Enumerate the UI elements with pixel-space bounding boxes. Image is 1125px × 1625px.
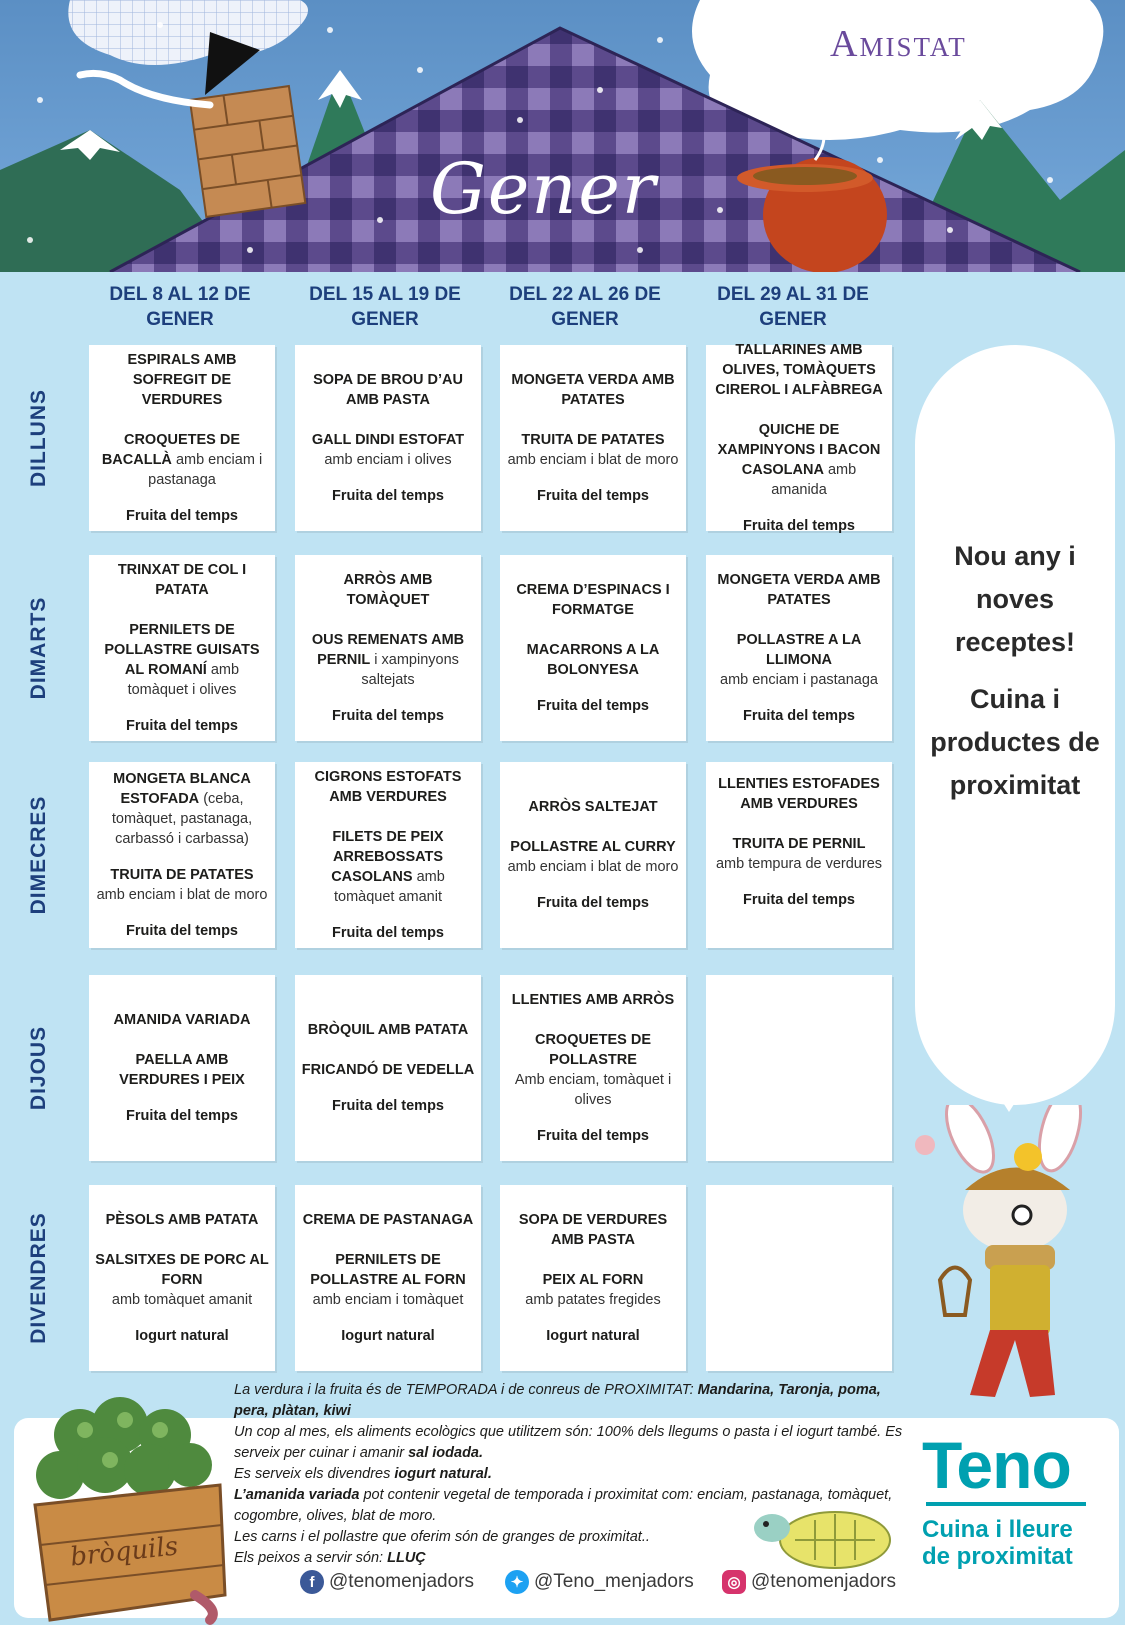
bubble-line-1: Nou any i noves receptes! (954, 541, 1076, 657)
rabbit-mascot-illustration (910, 1105, 1120, 1415)
month-title: Gener (430, 148, 658, 230)
note-meat: Les carns i el pollastre que oferim són de granges de proximitat.. (234, 1529, 650, 1545)
menu-cell-divendres-week4-empty (706, 1185, 892, 1371)
note-fish: Els peixos a servir són: LLUÇ (234, 1550, 426, 1566)
facebook-handle: @tenomenjadors (329, 1571, 474, 1592)
menu-cell-dimarts-week4: MONGETA VERDA AMB PATATES POLLASTRE A LA LLIMONA amb enciam i pastanaga Fruita del temps (706, 555, 892, 741)
broccoli-crate-illustration (20, 1395, 230, 1625)
menu-cell-dimarts-week1: TRINXAT DE COL I PATATA PERNILETS DE POLLASTRE GUISATS AL ROMANÍ amb tomàquet i olives Fruita del temps (89, 555, 275, 741)
twitter-icon: ✦ (505, 1570, 529, 1594)
menu-cell-divendres-week2: CREMA DE PASTANAGA PERNILETS DE POLLASTRE AL FORN amb enciam i tomàquet Iogurt natural (295, 1185, 481, 1371)
menu-cell-divendres-week1: PÈSOLS AMB PATATA SALSITXES DE PORC AL FORN amb tomàquet amanit Iogurt natural (89, 1185, 275, 1371)
menu-cell-dijous-week1: AMANIDA VARIADA PAELLA AMB VERDURES I PEIX Fruita del temps (89, 975, 275, 1161)
header-illustration (0, 0, 1125, 272)
day-label-divendres: DIVENDRES (27, 1211, 50, 1344)
menu-cell-dilluns-week3: MONGETA VERDA AMB PATATES TRUITA DE PATATES amb enciam i blat de moro Fruita del temps (500, 345, 686, 531)
instagram-handle: @tenomenjadors (751, 1571, 896, 1592)
facebook-icon: f (300, 1570, 324, 1594)
day-label-dimecres: DIMECRES (27, 795, 50, 914)
note-seasonal: La verdura i la fruita és de TEMPORADA i de conreus de PROXIMITAT: Mandarina, Taronja, poma, pera, plàtan, kiwi (234, 1382, 881, 1419)
menu-cell-dijous-week3: LLENTIES AMB ARRÒS CROQUETES DE POLLASTRE Amb enciam, tomàquet i olives Fruita del temps (500, 975, 686, 1161)
menu-cell-dimecres-week1: MONGETA BLANCA ESTOFADA (ceba, tomàquet, pastanaga, carbassó i carbassa) TRUITA DE PATATES amb enciam i blat de moro Fruita del temps (89, 762, 275, 948)
menu-cell-dijous-week4-empty (706, 975, 892, 1161)
menu-cell-dimecres-week3: ARRÒS SALTEJAT POLLASTRE AL CURRY amb enciam i blat de moro Fruita del temps (500, 762, 686, 948)
note-yogurt: Es serveix els divendres iogurt natural. (234, 1466, 492, 1482)
week-header-1: DEL 8 AL 12 DE GENER (109, 284, 251, 330)
day-label-dimarts: DIMARTS (27, 596, 50, 699)
twitter-handle: @Teno_menjadors (534, 1571, 694, 1592)
school-name: Amistat (830, 23, 967, 65)
menu-cell-dilluns-week1: ESPIRALS AMB SOFREGIT DE VERDURES CROQUETES DE BACALLÀ amb enciam i pastanaga Fruita del temps (89, 345, 275, 531)
day-label-dilluns: DILLUNS (27, 388, 50, 487)
teno-logo-word: Teno (922, 1428, 1071, 1502)
menu-cell-dimarts-week2: ARRÒS AMB TOMÀQUET OUS REMENATS AMB PERNIL i xampinyons saltejats Fruita del temps (295, 555, 481, 741)
note-salad: L’amanida variada pot contenir vegetal de temporada i proximitat com: enciam, pastanaga, tomàquet, cogombre, olives, blat de moro. (234, 1487, 893, 1524)
teno-logo-tagline: Cuina i lleure de proximitat (922, 1516, 1073, 1570)
speech-bubble-text (925, 535, 1105, 807)
menu-cell-dimecres-week4: LLENTIES ESTOFADES AMB VERDURES TRUITA DE PERNIL amb tempura de verdures Fruita del temps (706, 762, 892, 948)
facebook-link[interactable] (300, 1570, 474, 1594)
menu-notes (234, 1380, 904, 1569)
twitter-link[interactable] (505, 1570, 694, 1594)
day-label-dijous: DIJOUS (27, 1025, 50, 1110)
menu-cell-dimarts-week3: CREMA D’ESPINACS I FORMATGE MACARRONS A LA BOLONYESA Fruita del temps (500, 555, 686, 741)
bubble-line-2: Cuina i productes de proximitat (930, 684, 1100, 800)
menu-cell-divendres-week3: SOPA DE VERDURES AMB PASTA PEIX AL FORN amb patates fregides Iogurt natural (500, 1185, 686, 1371)
week-header-3: DEL 22 AL 26 DE GENER (509, 284, 661, 330)
teno-logo-bar (926, 1502, 1086, 1506)
week-header-4: DEL 29 AL 31 DE GENER (717, 284, 869, 330)
note-organic: Un cop al mes, els aliments ecològics que utilitzem són: 100% dels llegums o pasta i el iogurt també. Es serveix per cuinar i amanir sal iodada. (234, 1424, 903, 1461)
crate-label: bròquils (68, 1531, 180, 1573)
menu-cell-dimecres-week2: CIGRONS ESTOFATS AMB VERDURES FILETS DE PEIX ARREBOSSATS CASOLANS amb tomàquet amanit Fruita del temps (295, 762, 481, 948)
instagram-link[interactable] (722, 1570, 896, 1594)
menu-cell-dijous-week2: BRÒQUIL AMB PATATA FRICANDÓ DE VEDELLA Fruita del temps (295, 975, 481, 1161)
menu-cell-dilluns-week2: SOPA DE BROU D’AU AMB PASTA GALL DINDI ESTOFAT amb enciam i olives Fruita del temps (295, 345, 481, 531)
instagram-icon: ◎ (722, 1570, 746, 1594)
week-header-2: DEL 15 AL 19 DE GENER (309, 284, 461, 330)
teno-logo (922, 1428, 1102, 1570)
menu-cell-dilluns-week4: TALLARINES AMB OLIVES, TOMÀQUETS CIREROL I ALFÀBREGA QUICHE DE XAMPINYONS I BACON CASOLANA amb amanida Fruita del temps (706, 345, 892, 531)
